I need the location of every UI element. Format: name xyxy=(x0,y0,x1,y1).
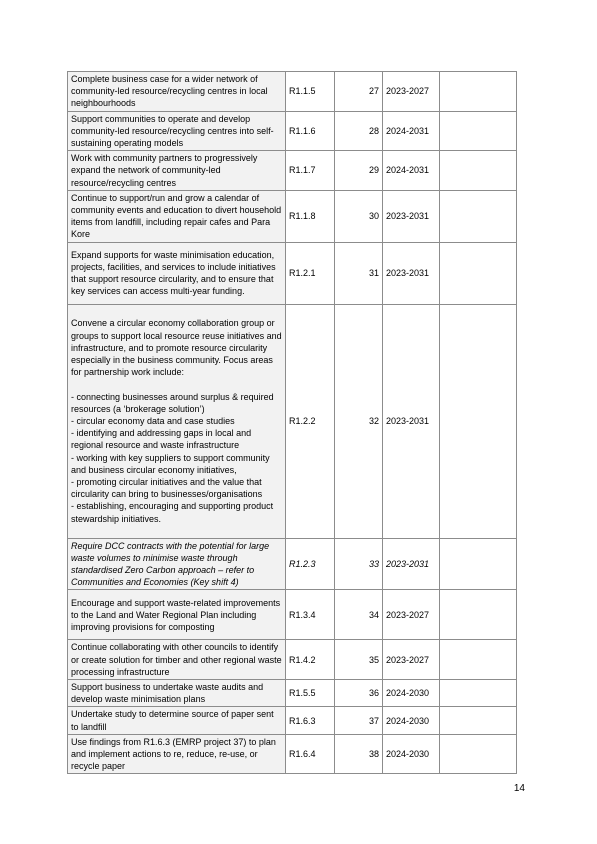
action-description: Support communities to operate and develop community-led resource/recycling centres into self-sustaining operating models xyxy=(68,111,286,151)
table-row xyxy=(68,707,517,734)
table-row xyxy=(68,734,517,774)
actions-table-body xyxy=(68,72,517,774)
action-description: Work with community partners to progressively expand the network of community-led resource/recycling centres xyxy=(68,151,286,191)
table-row xyxy=(68,72,517,112)
action-number: 34 xyxy=(335,590,383,640)
action-description: Continue collaborating with other councils to identify or create solution for timber and other regional waste processing infrastructure xyxy=(68,640,286,680)
action-timeframe: 2023-2031 xyxy=(383,304,440,538)
empty-cell xyxy=(440,72,517,112)
empty-cell xyxy=(440,734,517,774)
empty-cell xyxy=(440,111,517,151)
action-reference: R1.2.3 xyxy=(286,538,335,590)
action-timeframe: 2024-2031 xyxy=(383,111,440,151)
action-description: Require DCC contracts with the potential for large waste volumes to minimise waste through standardised Zero Carbon approach – refer to Communities and Economies (Key shift 4) xyxy=(68,538,286,590)
action-number: 35 xyxy=(335,640,383,680)
action-timeframe: 2023-2031 xyxy=(383,242,440,304)
action-reference: R1.2.2 xyxy=(286,304,335,538)
empty-cell xyxy=(440,707,517,734)
action-description: Complete business case for a wider network of community-led resource/recycling centres in local neighbourhoods xyxy=(68,72,286,112)
action-description: Continue to support/run and grow a calendar of community events and education to divert household items from landfill, including repair cafes and Para Kore xyxy=(68,190,286,242)
action-number: 29 xyxy=(335,151,383,191)
table-row xyxy=(68,111,517,151)
action-reference: R1.1.8 xyxy=(286,190,335,242)
action-reference: R1.5.5 xyxy=(286,680,335,707)
action-description: Undertake study to determine source of paper sent to landfill xyxy=(68,707,286,734)
action-timeframe: 2023-2027 xyxy=(383,72,440,112)
table-row xyxy=(68,590,517,640)
action-timeframe: 2023-2031 xyxy=(383,538,440,590)
action-timeframe: 2024-2031 xyxy=(383,151,440,191)
action-description: Use findings from R1.6.3 (EMRP project 37) to plan and implement actions to re, reduce, re-use, or recycle paper xyxy=(68,734,286,774)
page-number: 14 xyxy=(513,783,525,794)
action-reference: R1.1.6 xyxy=(286,111,335,151)
table-row xyxy=(68,680,517,707)
empty-cell xyxy=(440,242,517,304)
action-description: Encourage and support waste-related improvements to the Land and Water Regional Plan including improving provisions for composting xyxy=(68,590,286,640)
action-timeframe: 2024-2030 xyxy=(383,734,440,774)
action-description: Support business to undertake waste audits and develop waste minimisation plans xyxy=(68,680,286,707)
action-reference: R1.3.4 xyxy=(286,590,335,640)
action-timeframe: 2023-2031 xyxy=(383,190,440,242)
action-timeframe: 2024-2030 xyxy=(383,680,440,707)
action-reference: R1.2.1 xyxy=(286,242,335,304)
empty-cell xyxy=(440,151,517,191)
action-reference: R1.6.3 xyxy=(286,707,335,734)
table-row xyxy=(68,640,517,680)
action-number: 37 xyxy=(335,707,383,734)
action-reference: R1.6.4 xyxy=(286,734,335,774)
table-row xyxy=(68,538,517,590)
action-number: 27 xyxy=(335,72,383,112)
action-timeframe: 2024-2030 xyxy=(383,707,440,734)
action-number: 36 xyxy=(335,680,383,707)
action-number: 38 xyxy=(335,734,383,774)
empty-cell xyxy=(440,640,517,680)
action-number: 33 xyxy=(335,538,383,590)
action-number: 31 xyxy=(335,242,383,304)
action-timeframe: 2023-2027 xyxy=(383,640,440,680)
action-timeframe: 2023-2027 xyxy=(383,590,440,640)
action-reference: R1.1.5 xyxy=(286,72,335,112)
action-number: 32 xyxy=(335,304,383,538)
actions-table xyxy=(67,71,517,774)
action-description: Convene a circular economy collaboration group or groups to support local resource reuse initiatives and infrastructure, and to promote resource circularity especially in the business community. Focus areas for partnership work include: - connecting businesses around surplus & required resources (a ‘brokerage solution’) - circular economy data and case studies - identifying and addressing gaps in local and regional resource and waste infrastructure - working with key suppliers to support community and business circular economy initiatives, - promoting circular initiatives and the value that circularity can bring to businesses/organisations - establishing, encouraging and supporting product stewardship initiatives. xyxy=(68,304,286,538)
empty-cell xyxy=(440,538,517,590)
empty-cell xyxy=(440,680,517,707)
action-description: Expand supports for waste minimisation education, projects, facilities, and services to include initiatives that support resource circularity, and to ensure that key services can access multi-year funding. xyxy=(68,242,286,304)
action-number: 28 xyxy=(335,111,383,151)
table-row xyxy=(68,242,517,304)
action-reference: R1.1.7 xyxy=(286,151,335,191)
empty-cell xyxy=(440,590,517,640)
empty-cell xyxy=(440,304,517,538)
table-row xyxy=(68,151,517,191)
empty-cell xyxy=(440,190,517,242)
action-number: 30 xyxy=(335,190,383,242)
table-row xyxy=(68,190,517,242)
action-reference: R1.4.2 xyxy=(286,640,335,680)
table-row xyxy=(68,304,517,538)
